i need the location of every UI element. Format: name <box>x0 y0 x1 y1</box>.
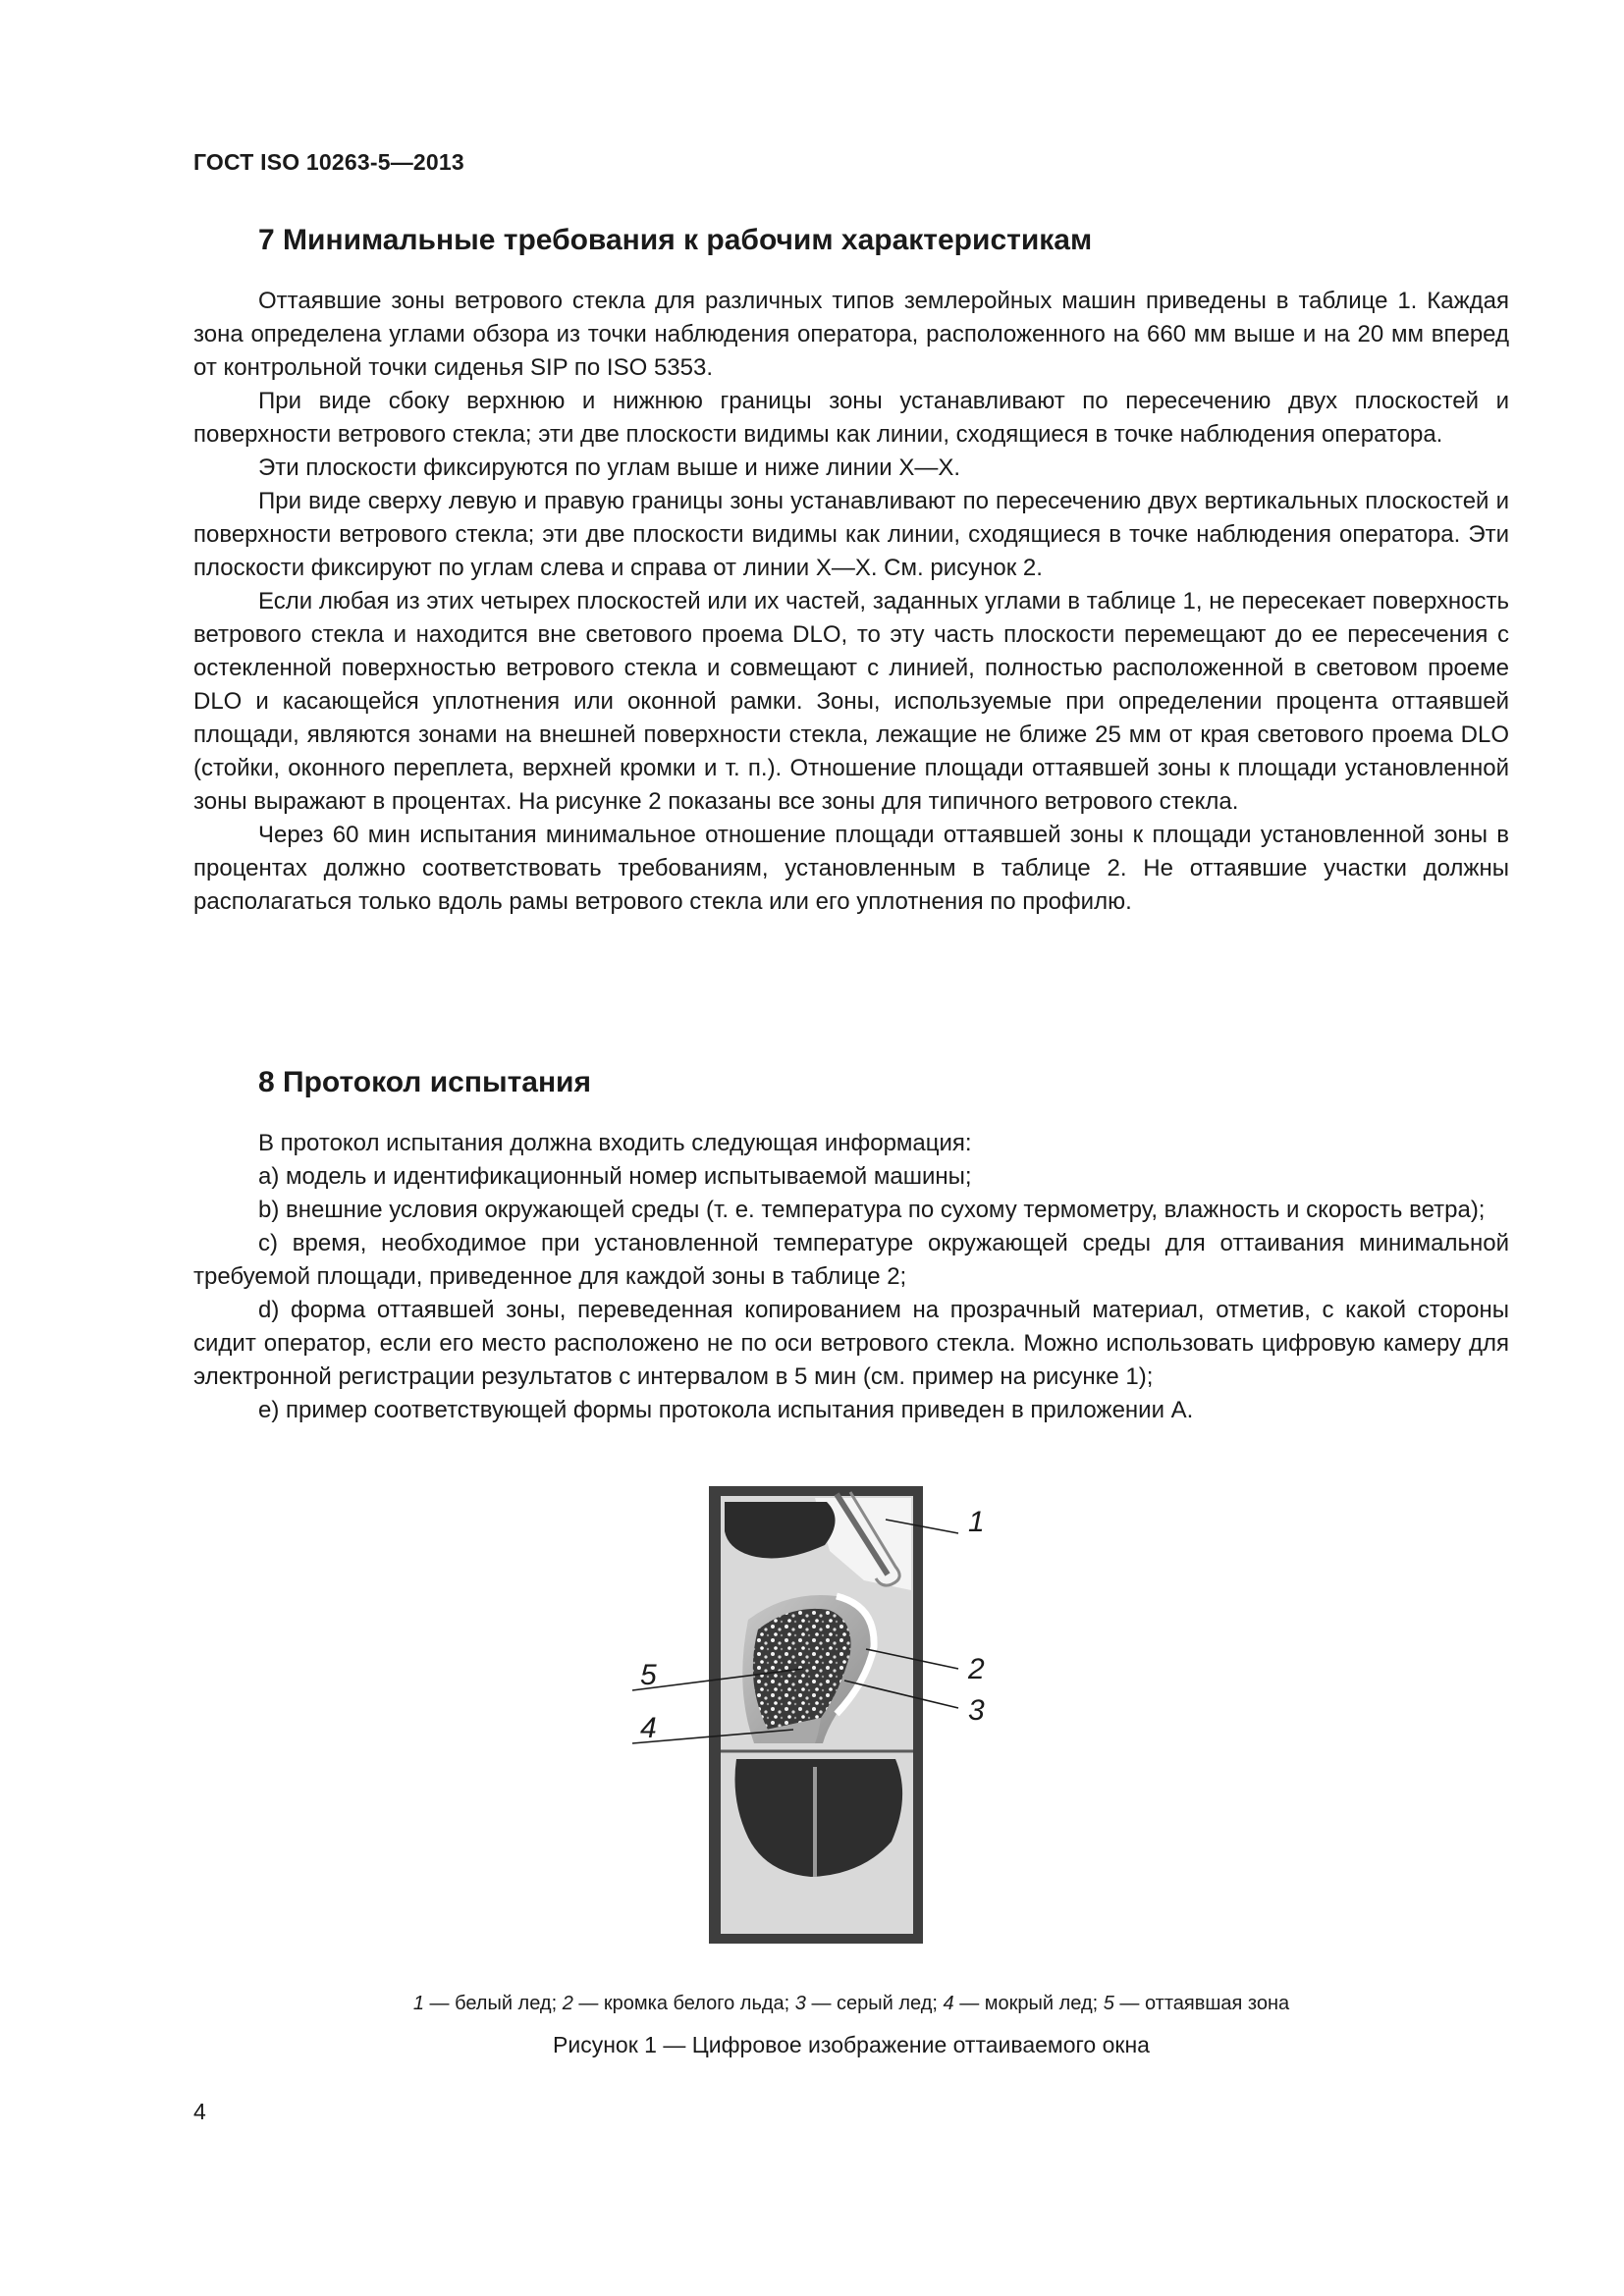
legend-text: — кромка белого льда; <box>572 1993 795 2014</box>
section-8-intro: В протокол испытания должна входить следующая информация: <box>258 1130 972 1156</box>
callout-4: 4 <box>640 1712 657 1744</box>
legend-text: — оттаявшая зона <box>1113 1993 1290 2014</box>
section-7-title: 7 Минимальные требования к рабочим характеристикам <box>258 224 1093 256</box>
standard-header: ГОСТ ISO 10263-5—2013 <box>193 149 464 175</box>
callout-2: 2 <box>968 1653 985 1685</box>
section-8-item: е) пример соответствующей формы протокола испытания приведен в приложении А. <box>258 1397 1194 1423</box>
section-7-paragraph: Если любая из этих четырех плоскостей или их частей, заданных углами в таблице 1, не пересекает поверхность ветрового стекла и находится вне светового проема DLO, то эту часть плоскости перемещают до ее пересечения с остекленной поверхностью ветрового стекла и совмещают с линией, полностью расположенной в световом проеме DLO и касающейся уплотнения или оконной рамки. Зоны, используемые при определении процента оттаявшей площади, являются зонами на внешней поверхности стекла, лежащие не ближе 25 мм от края светового проема DLO (стойки, оконного переплета, верхней кромки и т. п.). Отношение площади оттаявшей зоны к площади установленной зоны выражают в процентах. На рисунке 2 показаны все зоны для типичного ветрового стекла. <box>193 588 1509 815</box>
section-7-paragraph: Через 60 мин испытания минимальное отношение площади оттаявшей зоны к площади установленной зоны в процентах должно соответствовать требованиям, установленным в таблице 2. Не оттаявшие участки должны располагаться только вдоль рамы ветрового стекла или его уплотнения по профилю. <box>193 822 1509 915</box>
section-8-body <box>193 1127 1509 1427</box>
section-8-item: b) внешние условия окружающей среды (т. е. температура по сухому термометру, влажность и скорость ветра); <box>258 1197 1486 1223</box>
section-7-paragraph: Эти плоскости фиксируются по углам выше и ниже линии Х—Х. <box>258 454 961 481</box>
legend-number: 5 <box>1103 1993 1114 2014</box>
section-7-body <box>193 285 1509 919</box>
callout-5: 5 <box>640 1659 657 1691</box>
legend-number: 3 <box>794 1993 806 2014</box>
legend-number: 4 <box>943 1993 954 2014</box>
callout-3: 3 <box>968 1694 985 1727</box>
callout-1: 1 <box>968 1506 985 1538</box>
legend-text: — белый лед; <box>423 1993 563 2014</box>
legend-number: 2 <box>562 1993 573 2014</box>
section-8-item: а) модель и идентификационный номер испытываемой машины; <box>258 1163 972 1190</box>
section-8-title: 8 Протокол испытания <box>258 1066 592 1098</box>
page-number: 4 <box>193 2099 206 2124</box>
section-7-paragraph: При виде сверху левую и правую границы зоны устанавливают по пересечению двух вертикальных плоскостей и поверхности ветрового стекла; эти две плоскости видимы как линии, сходящиеся в точке наблюдения оператора. Эти плоскости фиксируют по углам слева и справа от линии Х—Х. См. рисунок 2. <box>193 488 1509 581</box>
section-7-paragraph: При виде сбоку верхнюю и нижнюю границы зоны устанавливают по пересечению двух плоскостей и поверхности ветрового стекла; эти две плоскости видимы как линии, сходящиеся в точке наблюдения оператора. <box>193 388 1509 448</box>
figure-1-legend <box>193 1993 1509 2015</box>
figure-1-title: Рисунок 1 — Цифровое изображение оттаиваемого окна <box>553 2032 1150 2057</box>
figure-1-window-photo <box>619 1472 1060 1963</box>
section-7-paragraph: Оттаявшие зоны ветрового стекла для различных типов землеройных машин приведены в таблице 1. Каждая зона определена углами обзора из точки наблюдения оператора, расположенного на 660 мм выше и на 20 мм вперед от контрольной точки сиденья SIP по ISO 5353. <box>193 288 1509 381</box>
section-8-item: с) время, необходимое при установленной температуре окружающей среды для оттаивания минимальной требуемой площади, приведенное для каждой зоны в таблице 2; <box>193 1230 1509 1290</box>
section-8-item: d) форма оттаявшей зоны, переведенная копированием на прозрачный материал, отметив, с какой стороны сидит оператор, если его место расположено не по оси ветрового стекла. Можно использовать цифровую камеру для электронной регистрации результатов с интервалом в 5 мин (см. пример на рисунке 1); <box>193 1297 1509 1390</box>
legend-number: 1 <box>412 1993 424 2014</box>
legend-text: — мокрый лед; <box>953 1993 1104 2014</box>
legend-text: — серый лед; <box>805 1993 944 2014</box>
